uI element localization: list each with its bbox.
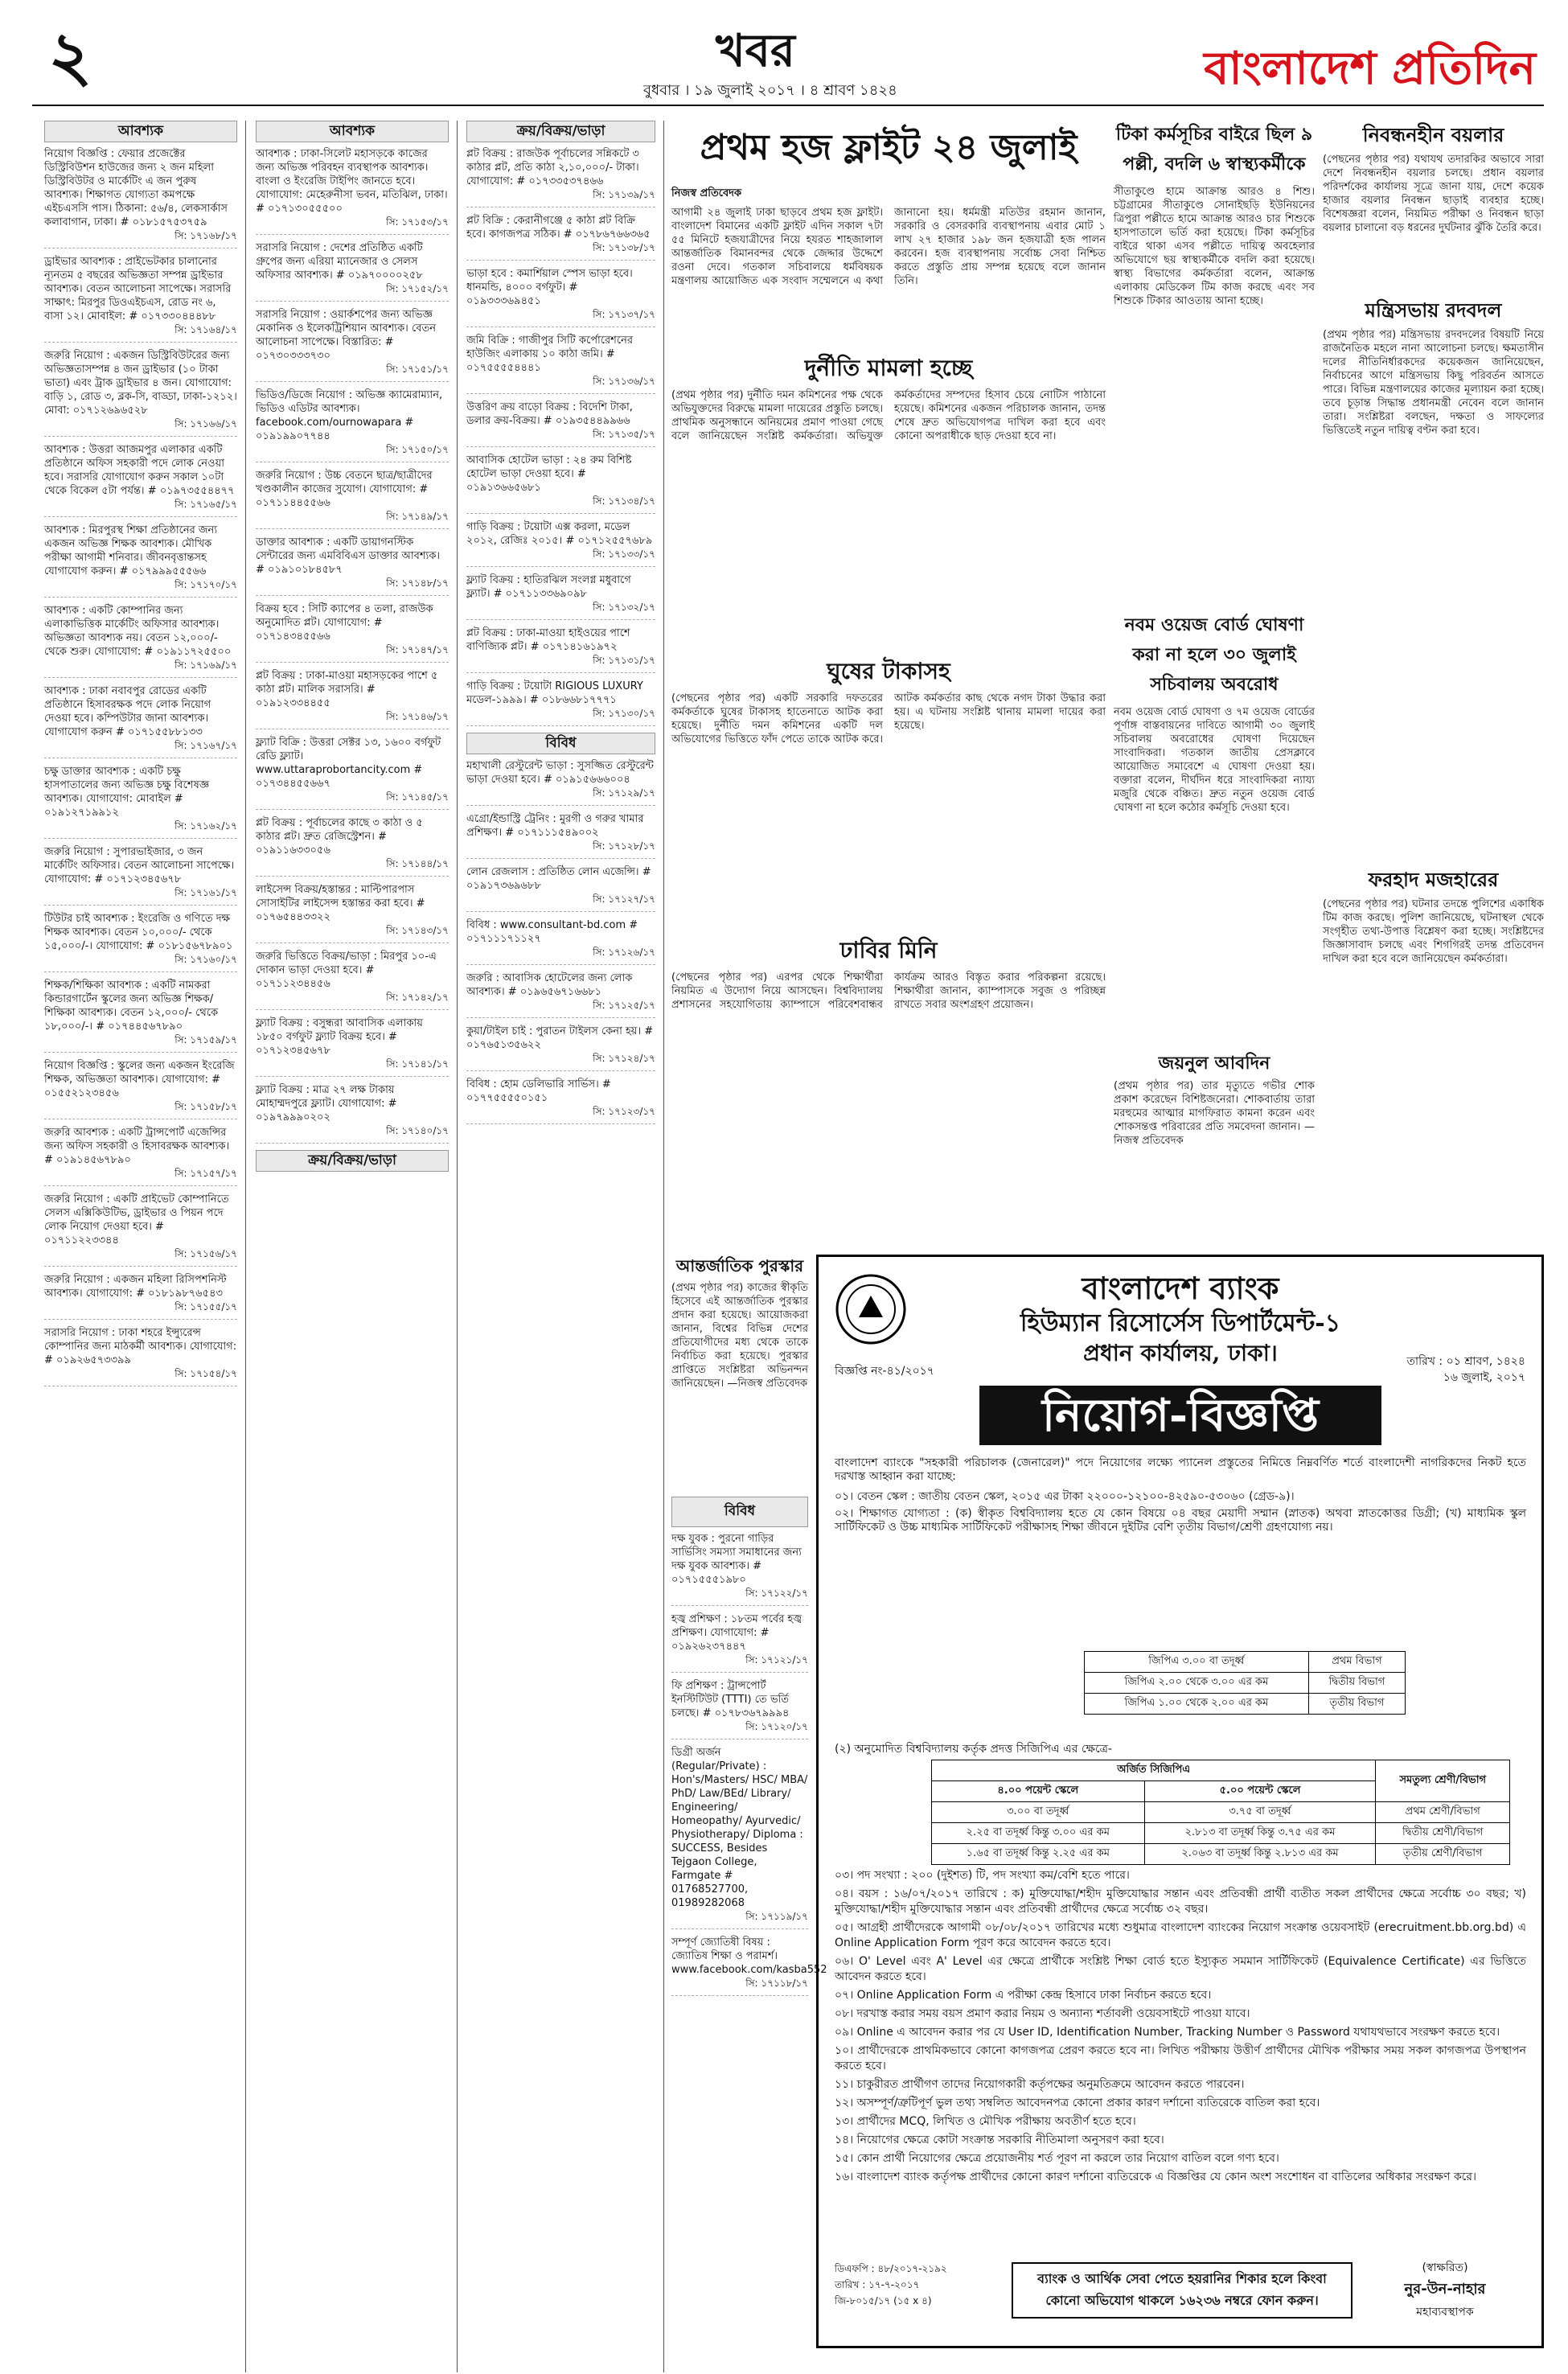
classified-ad [466, 626, 655, 673]
classified-ad [466, 812, 655, 859]
cgpa-table [931, 1760, 1510, 1865]
ad-points [835, 1868, 1526, 2246]
story-body: (প্রথম পৃষ্ঠার পর) কাজের স্বীকৃতি হিসেবে এই আন্তর্জাতিক পুরস্কার প্রদান করা হয়েছে। আয়োজকরা জানান, বিশ্বের বিভিন্ন দেশের প্রতিযোগীদের মধ্য থেকে তাকে নির্বাচিত করা হয়েছে। পুরস্কার প্রাপ্তিতে সংশ্লিষ্টরা অভিনন্দন জানিয়েছেন। —নিজস্ব প্রতিবেদক [671, 1282, 808, 1390]
classified-ad [256, 1083, 449, 1144]
signature-block [1365, 2258, 1525, 2322]
classified-code: সি: ১৭১৩৩/১৭ [593, 548, 655, 560]
news-story-award [671, 1255, 827, 2284]
classified-text: ফ্ল্যাট বিক্রয় : বসুন্ধরা আবাসিক এলাকায় ১৮৫০ বর্গফুট ফ্ল্যাট বিক্রয় হবে। # ০১৭১২৩৪৫৬৭৮ [256, 1017, 423, 1057]
classified-code: সি: ১৭১৪২/১৭ [386, 992, 449, 1003]
table-row [1085, 1694, 1406, 1715]
notice-date: তারিখ : ০১ শ্রাবণ, ১৪২৪ [1406, 1355, 1525, 1368]
classified-ad [671, 1936, 827, 1996]
section-title: খবর [716, 24, 795, 77]
classified-ad [256, 241, 449, 302]
signatory-title: মহাব্যবস্থাপক [1416, 2306, 1474, 2319]
ad-point: ১৪। নিয়োগের ক্ষেত্রে কোটা সংক্রান্ত সরকারি নীতিমালা অনুসরণ করা হবে। [835, 2134, 1164, 2146]
ad-point: ১৬। বাংলাদেশ ব্যাংক কর্তৃপক্ষ প্রার্থীদের কোনো কারণ দর্শানো ব্যতিরেকে এ বিজ্ঞপ্তির যে কোন অংশ সংশোধন বা বাতিলের অধিকার সংরক্ষণ করে। [835, 2171, 1476, 2183]
classified-ad [256, 1017, 449, 1077]
classified-text: বিবিধ : www.consultant-bd.com # ০১৭১১১৭১১২৭ [466, 919, 638, 945]
ad-point: ০৭। Online Application Form এ পরীক্ষা কেন্দ্র হিসাবে ঢাকা নির্বাচন করতে হবে। [835, 1989, 1212, 2002]
classified-code: সি: ১৭১৬১/১৭ [174, 887, 237, 898]
news-story-dhaka [671, 933, 1106, 1247]
classified-ad [256, 602, 449, 663]
classified-code: সি: ১৭১৫৬/১৭ [174, 1248, 237, 1259]
classified-text: প্লট বিক্রয় : ঢাকা-মাওয়া মহাসড়কের পাশে ৫ কাঠা প্লট। মালিক সরাসরি। # ০১৯১২৩৩৪৪৫৫ [256, 670, 438, 709]
classified-ad [466, 520, 655, 567]
classified-text: জরুরি নিয়োগ : একটি প্রাইভেট কোম্পানিতে সেলস এক্সিকিউটিভ, ড্রাইভার ও পিয়ন পদে লোক নিয়োগ দেওয়া হবে। # ০১৭১১২২৩৩৪৪ [44, 1193, 229, 1247]
classified-ad [44, 1193, 237, 1267]
classified-code: সি: ১৭১২৪/১৭ [593, 1053, 655, 1064]
classified-code: সি: ১৭১২৯/১৭ [593, 787, 655, 799]
classifieds-column-2 [256, 121, 449, 2356]
classified-code: সি: ১৭১৫২/১৭ [386, 283, 449, 294]
classified-text: গাড়ি বিক্রয় : টয়োটা এক্স করলা, মডেল ২০১২, রেজিঃ ২০১৫। # ০১৭১২৫৫৭৬৮৯ [466, 521, 653, 547]
table-row [1085, 1673, 1406, 1694]
classified-ad [44, 1273, 237, 1320]
classified-code: সি: ১৭১৫৯/১৭ [174, 1034, 237, 1045]
classified-code: সি: ১৭১৬২/১৭ [174, 820, 237, 832]
subheadline: ফরহাদ মজহারের [1368, 868, 1499, 891]
classified-code: সি: ১৭১২৭/১৭ [593, 893, 655, 905]
ad-points [835, 1490, 1526, 1643]
classified-code: সি: ১৭১৬৮/১৭ [174, 230, 237, 241]
column-heading: ক্রয়/বিক্রয়/ভাড়া [256, 1150, 449, 1172]
column-heading: আবশ্যক [256, 121, 449, 142]
table-cell: জিপিএ ২.০০ থেকে ৩.০০ এর কম [1085, 1673, 1309, 1694]
ad-point: ১৩। প্রার্থীদের MCQ, লিখিত ও মৌখিক পরীক্ষায় অবতীর্ণ হতে হবে। [835, 2115, 1136, 2128]
newspaper-logo: বাংলাদেশ প্রতিদিন [1204, 42, 1536, 95]
story-body: আগামী ২৪ জুলাই ঢাকা ছাড়বে প্রথম হজ ফ্লাইট। বাংলাদেশ বিমানের একটি ফ্লাইট এদিন সকাল ৭টা ৫৫ মিনিটে হজযাত্রীদের নিয়ে হযরত শাহজালাল আন্তর্জাতিক বিমানবন্দর থেকে জেদ্দার উদ্দেশে রওনা দেবে। গতকাল সচিবালয়ে ধর্মবিষয়ক মন্ত্রণালয় আয়োজিত এক সংবাদ সম্মেলনে এ কথা জানানো হয়। ধর্মমন্ত্রী মতিউর রহমান জানান, সরকারি ও বেসরকারি ব্যবস্থাপনায় এবার মোট ১ লাখ ২৭ হাজার ১৯৮ জন হজযাত্রী হজ পালন করবেন। হজ ব্যবস্থাপনায় সর্বোচ্চ সেবা নিশ্চিত করতে প্রস্তুতি প্রায় সম্পন্ন হয়েছে বলে জানান তিনি। [671, 207, 1106, 287]
notice-date-english: ১৬ জুলাই, ২০১৭ [1443, 1371, 1525, 1384]
classified-text: গাড়ি বিক্রয় : টয়োটা RIGIOUS LUXURY মডেল-১৯৯৯। # ০১৮৬৬৮১৭৭৭১ [466, 680, 643, 706]
classified-ad [466, 680, 655, 726]
classified-text: সরাসরি নিয়োগ : দেশের প্রতিষ্ঠিত একটি গ্রুপের জন্য এরিয়া ম্যানেজার ও সেলস অফিসার আবশ্যক। # ০১৯৭০০০০২৫৮ [256, 242, 423, 281]
classified-ad [44, 684, 237, 758]
table-cell: জিপিএ ১.০০ থেকে ২.০০ এর কম [1085, 1694, 1309, 1715]
subheadline: ঘুষের টাকাসহ [827, 658, 950, 684]
classified-ad [256, 883, 449, 943]
classified-ad [256, 469, 449, 529]
story-body: (পেছনের পৃষ্ঠার পর) ঘটনার তদন্তে পুলিশের একাধিক টিম কাজ করছে। পুলিশ জানিয়েছে, ঘটনাস্থল থেকে সংগৃহীত তথ্য-উপাত্ত বিশ্লেষণ করা হচ্ছে। সংশ্লিষ্টদের জিজ্ঞাসাবাদ চলছে এবং শিগগিরই তদন্ত প্রতিবেদন দাখিল করা হবে বলে জানিয়েছেন কর্মকর্তারা। [1323, 898, 1544, 965]
classified-ad [44, 443, 237, 517]
ad-point: ১০। প্রার্থীদেরকে প্রাথমিকভাবে কোনো কাগজপত্র প্রেরণ করতে হবে না। লিখিত পরীক্ষায় উত্তীর্ণ প্রার্থীদের মৌখিক পরীক্ষার সময় সকল কাগজপত্র উপস্থাপন করতে হবে। [835, 2044, 1526, 2072]
helpline-line-2: কোনো অভিযোগ থাকলে ১৬২৩৬ নম্বরে ফোন করুন। [1045, 2293, 1319, 2308]
classified-code: সি: ১৭১৩০/১৭ [593, 708, 655, 719]
table-header: অর্জিত সিজিপিএ [932, 1760, 1376, 1781]
classified-code: সি: ১৭১২৫/১৭ [593, 1000, 655, 1011]
classified-code: সি: ১৭১১৯/১৭ [745, 1911, 808, 1922]
classified-ad [256, 147, 449, 235]
classified-list [466, 147, 655, 726]
classified-text: টিউটর চাই আবশ্যক : ইংরেজি ও গণিতে দক্ষ শিক্ষক আবশ্যক। বেতন ১০,০০০/- থেকে ১৫,০০০/-। যোগাযোগ: # ০১৮১৫৬৭৮৯০১ [44, 913, 233, 952]
classifieds-column-1 [44, 121, 237, 2356]
classified-code: সি: ১৭১৫৩/১৭ [386, 216, 449, 228]
story-body: সীতাকুণ্ডে হামে আক্রান্ত আরও ৪ শিশু। চট্টগ্রামের সীতাকুণ্ডে সোনাইছড়ি ইউনিয়নের ত্রিপুরা পল্লীতে হামে আক্রান্ত আরও চার শিশুকে হাসপাতালে ভর্তি করা হয়েছে। টিকা কর্মসূচির বাইরে থাকা এসব পল্লীতে দায়িত্ব অবহেলার অভিযোগে ছয় স্বাস্থ্যকর্মীকে বদলি করা হয়েছে। স্বাস্থ্য বিভাগের কর্মকর্তারা বলেন, আক্রান্ত এলাকায় মেডিকেল টিম কাজ করছে এবং সব শিশুকে টিকার আওতায় আনা হচ্ছে। [1114, 186, 1315, 307]
classified-ad [466, 267, 655, 327]
classified-text: জরুরি নিয়োগ : একজন ডিস্ট্রিবিউটরের জন্য অভিজ্ঞতাসম্পন্ন ৪ জন ড্রাইভার (১০ টাকা ভাতা) এবং ট্রাক ড্রাইভার ৪ জন। যোগাযোগ: বাড়ি ১, রোড ৩, ব্লক-সি, বাড্ডা, ঢাকা-১২১২। মোবা: ০১৭১২৬৯৬৫২৮ [44, 350, 237, 417]
classified-ad [466, 971, 655, 1018]
ad-intro: বাংলাদেশ ব্যাংকে "সহকারী পরিচালক (জেনারেল)" পদে নিয়োগের লক্ষ্যে প্যানেল প্রস্তুতের নিমিত্তে নিম্নবর্ণিত শর্তে বাংলাদেশী নাগরিকদের নিকট হতে দরখাস্ত আহ্বান করা যাচ্ছে: [835, 1456, 1526, 1483]
classified-code: সি: ১৭১৪৫/১৭ [386, 791, 449, 803]
notice-number: বিজ্ঞপ্তি নং-৪১/২০১৭ [835, 1365, 934, 1378]
gpa-table [1084, 1651, 1406, 1715]
classified-code: সি: ১৭১৭০/১৭ [174, 579, 237, 590]
classified-text: প্লট বিক্রয় : রাজউক পূর্বাচলের সন্নিকটে ৩ কাঠার প্লট, প্রতি কাঠা ২,১০,০০০/- টাকা। যোগাযোগ: # ০১৭৩৩৫৩৭৪৬৬ [466, 148, 639, 187]
classified-text: কুয়া/টাইল চাই : পুরাতন টাইলস কেনা হয়। # ০১৭৬৫১৩৫৬২২ [466, 1025, 654, 1051]
table-cell: প্রথম শ্রেণী/বিভাগ [1376, 1802, 1510, 1823]
bank-office: প্রধান কার্যালয়, ঢাকা। [1083, 1340, 1278, 1366]
classified-list [671, 1532, 827, 2224]
classified-ad [256, 308, 449, 382]
classified-code: সি: ১৭১৫০/১৭ [386, 444, 449, 455]
ad-point: ০৬। O' Level এবং A' Level এর ক্ষেত্রে প্রার্থীকে সংশ্লিষ্ট শিক্ষা বোর্ড হতে ইস্যুকৃত সমমান সার্টিফিকেট (Equivalence Certificate) এর ভিত্তিতে আবেদন করতে হবে। [835, 1955, 1526, 1983]
classified-code: সি: ১৭১৬৫/১৭ [174, 499, 237, 510]
table-cell: প্রথম বিভাগ [1308, 1652, 1405, 1673]
classified-code: সি: ১৭১৪৩/১৭ [386, 925, 449, 936]
classified-code: সি: ১৭১২৮/১৭ [593, 840, 655, 852]
classified-code: সি: ১৭১৪৮/১৭ [386, 577, 449, 589]
classified-code: সি: ১৭১৫৪/১৭ [174, 1368, 237, 1379]
table-row [1085, 1652, 1406, 1673]
classified-code: সি: ১৭১২০/১৭ [745, 1721, 808, 1732]
classified-ad [466, 1078, 655, 1124]
classified-ad [256, 816, 449, 877]
table-cell: দ্বিতীয় শ্রেণী/বিভাগ [1376, 1823, 1510, 1844]
classified-code: সি: ১৭১৪০/১৭ [386, 1125, 449, 1136]
classified-text: আবশ্যক : উত্তরা আজমপুর এলাকার একটি প্রতিষ্ঠানে অফিস সহকারী পদে লোক নেওয়া হবে। সরাসরি যোগাযোগ করুন সকাল ১০টা থেকে বিকেল ৫টা পর্যন্ত। # ০১৯৭৩৫৫৪৪৭৭ [44, 444, 235, 497]
classified-text: নিয়োগ বিজ্ঞপ্তি : ফেয়ার প্রজেক্টের ডিস্ট্রিবিউশন হাউজের জন্য ২ জন মহিলা ডিস্ট্রিবিউটর ও মার্কেটিং এ জন পুরুষ আবশ্যক। শিক্ষাগত যোগ্যতা কমপক্ষে এইচএসসি পাস। ঠিকানা: ৫৬/৪, লেকসার্কাস কলাবাগান, ঢাকা। # ০১৮১৫৭৫৩৭৫৯ [44, 148, 228, 228]
classified-ad [466, 147, 655, 207]
table-cell: ২.৮১৩ বা তদূর্ধ্ব কিন্তু ৩.৭৫ এর কম [1144, 1823, 1376, 1844]
news-story-right [1323, 121, 1544, 1247]
classified-text: সরাসরি নিয়োগ : ঢাকা শহরে ইন্স্যুরেন্স কোম্পানির জন্য মাঠকর্মী আবশ্যক। যোগাযোগ: # ০১৯২৬৫৭৩৩৯৯ [44, 1327, 237, 1366]
column-heading: ক্রয়/বিক্রয়/ভাড়া [466, 121, 655, 142]
classified-ad [44, 255, 237, 343]
table-cell: ৩.০০ বা তদূর্ধ্ব [932, 1802, 1145, 1823]
ad-point: ০৯। Online এ আবেদন করার পর যে User ID, Identification Number, Tracking Number ও Password যথাযথভাবে সংরক্ষণ করতে হবে। [835, 2026, 1500, 2039]
table-header: ৪.০০ পয়েন্ট স্কেলে [932, 1781, 1145, 1802]
classified-ad [256, 950, 449, 1010]
classified-ad [671, 1746, 808, 1929]
classified-ad [466, 214, 655, 261]
classified-text: ভাড়া হবে : কমার্শিয়াল স্পেস ভাড়া হবে। ধানমন্ডি, ৪০০০ বর্গফুট। # ০১৯৩৩৩৬৯৪৫১ [466, 268, 633, 307]
classified-code: সি: ১৭১৫৭/১৭ [174, 1168, 237, 1179]
table-cell: ২.০৬৩ বা তদূর্ধ্ব কিন্তু ২.৮১৩ এর কম [1144, 1844, 1376, 1865]
column-divider [663, 121, 664, 2372]
story-body: (পেছনের পৃষ্ঠার পর) যথাযথ তদারকির অভাবে সারা দেশে নিবন্ধনহীন বয়লার চলছে। প্রধান বয়লার পরিদর্শকের কার্যালয় সূত্রে জানা যায়, দেশে কয়েক হাজার বয়লার নিবন্ধন ছাড়াই ব্যবহার হচ্ছে। বিশেষজ্ঞরা বলেন, নিয়মিত পরীক্ষা ও নিবন্ধন ছাড়া বয়লার চালানো বড় ধরনের দুর্ঘটনার ঝুঁকি তৈরি করে। [1323, 154, 1544, 234]
classified-text: ড্রাইভার আবশ্যক : প্রাইভেটকার চালানোর ন্যূনতম ৫ বছরের অভিজ্ঞতা সম্পন্ন ড্রাইভার আবশ্যক। বেতন আলোচনা সাপেক্ষে। সরাসরি সাক্ষাৎ: মিরপুর ডিওএইচএস, রোড নং ৬, বাসা ১২। মোবাইল: # ০১৭৩৩০৪৪৪৮৮ [44, 256, 232, 322]
table-row [932, 1823, 1510, 1844]
classified-ad [44, 912, 237, 972]
classified-ad [44, 1059, 237, 1119]
classified-ad [256, 736, 449, 810]
classified-text: ফ্ল্যাট বিক্রয় : মাত্র ২৭ লক্ষ টাকায় মোহাম্মদপুরে ফ্ল্যাট। যোগাযোগ: # ০১৯৭৯৯৯০২০২ [256, 1084, 397, 1123]
story-body: নবম ওয়েজ বোর্ড ঘোষণা ও ৭ম ওয়েজ বোর্ডের পূর্ণাঙ্গ বাস্তবায়নের দাবিতে আগামী ৩০ জুলাই সচিবালয় অবরোধের ঘোষণা দিয়েছেন সাংবাদিকরা। গতকাল জাতীয় প্রেসক্লাবে আয়োজিত সমাবেশে এ ঘোষণা দেওয়া হয়। বক্তারা বলেন, দীর্ঘদিন ধরে সাংবাদিকরা ন্যায্য মজুরি থেকে বঞ্চিত। দ্রুত নতুন ওয়েজ বোর্ড ঘোষণা না হলে কঠোর কর্মসূচি দেওয়া হবে। [1114, 706, 1315, 814]
ad-point: ১৫। কোন প্রার্থী নিয়োগের ক্ষেত্রে প্রয়োজনীয় শর্ত পূরণ না করলে তার নিয়োগ বাতিল বলে গণ্য হবে। [835, 2152, 1279, 2165]
classified-text: জরুরি : আবাসিক হোটেলের জন্য লোক আবশ্যক। # ০১৯৬৫৬৭১৬৬৮১ [466, 972, 633, 998]
classified-text: জমি বিক্রি : গাজীপুর সিটি কর্পোরেশনের হাউজিং এলাকায় ১০ কাঠা জমি। # ০১৭৫৫৫৫৪৪৪১ [466, 335, 633, 374]
classified-ad [44, 147, 237, 248]
classified-text: এগ্রো/ইন্ডাস্ট্রি ট্রেনিং : মুরগী ও গরুর খামার প্রশিক্ষণ। # ০১৭১১১৫৪৯০০২ [466, 813, 644, 839]
classified-ad [466, 400, 655, 447]
classified-ad [466, 759, 655, 806]
classified-code: সি: ১৭১৩৬/১৭ [593, 376, 655, 387]
classified-text: ডিগ্রী অর্জন (Regular/Private) : Hon's/Masters/ HSC/ MBA/ PhD/ Law/BEd/ Library/ Engineering/ Homeopathy/ Ayurvedic/ Physiotherapy/ Diploma : SUCCESS, Besides Tejgaon College, Farmgate # 01768527700, 01989282068 [671, 1747, 808, 1909]
classified-code: সি: ১৭১৪৯/১৭ [386, 511, 449, 522]
classified-list [44, 147, 237, 1386]
signatory-name: নুর-উন-নাহার [1404, 2281, 1486, 2298]
classified-text: প্লট বিক্রয় : পূর্বাচলের কাছে ৩ কাঠা ও ৫ কাঠার প্লট। দ্রুত রেজিস্ট্রেশন। # ০১৯১১৬৩৩০৫৬ [256, 817, 423, 856]
classified-ad [44, 845, 237, 906]
subheadline: দুর্নীতি মামলা হচ্ছে [804, 355, 973, 381]
classifieds-column-3 [466, 121, 655, 2356]
classified-code: সি: ১৭১৬৬/১৭ [174, 418, 237, 429]
classified-text: ফি প্রশিক্ষণ : ট্রান্সপোর্ট ইনস্টিটিউট (TTTI) তে ভর্তি চলছে। # ০১৭৮৩৬৭৯৯৯৪ [671, 1680, 790, 1719]
dfp-reference: ডিএফপি : ৪৮/২০১৭-২১৯২ তারিখ : ১৭-৭-২০১৭ জি-৮০১৫/১৭ (১৫ x ৪) [835, 2263, 947, 2306]
byline: নিজস্ব প্রতিবেদক [671, 187, 742, 199]
helpline-line-1: ব্যাংক ও আর্থিক সেবা পেতে হয়রানির শিকার হলে কিংবা [1037, 2271, 1327, 2286]
classified-text: ডাক্তার আবশ্যক : একটি ডায়াগনস্টিক সেন্টারের জন্য এমবিবিএস ডাক্তার আবশ্যক। # ০১৯১০১৮৪৫৮৭ [256, 536, 441, 576]
classified-code: সি: ১৭১৫৫/১৭ [174, 1301, 237, 1312]
classified-text: প্লট বিক্রয় : ঢাকা-মাওয়া হাইওয়ের পাশে বাণিজ্যিক প্লট। # ০১৭১৪১৬১৯৭২ [466, 627, 630, 653]
table-cell: তৃতীয় শ্রেণী/বিভাগ [1376, 1844, 1510, 1865]
helpline-box [1012, 2262, 1353, 2319]
table-cell: ৩.৭৫ বা তদূর্ধ্ব [1144, 1802, 1376, 1823]
story-body: (প্রথম পৃষ্ঠার পর) তার মৃত্যুতে গভীর শোক প্রকাশ করেছেন বিশিষ্টজনেরা। শোকবার্তায় তারা মরহুমের আত্মার মাগফিরাত কামনা করেন এবং শোকসন্তপ্ত পরিবারের প্রতি সমবেদনা জানান। —নিজস্ব প্রতিবেদক [1114, 1080, 1315, 1147]
classified-text: চক্ষু ডাক্তার আবশ্যক : একটি চক্ষু হাসপাতালের জন্য অভিজ্ঞ চক্ষু বিশেষজ্ঞ আবশ্যক। যোগাযোগ: মোবাইল # ০১৯১২৭১৯৯১২ [44, 766, 210, 819]
classified-ad [256, 669, 449, 729]
headline: নবম ওয়েজ বোর্ড ঘোষণা করা না হলে ৩০ জুলাই সচিবালয় অবরোধ [1124, 614, 1304, 695]
classified-ad [466, 865, 655, 912]
table-cell: দ্বিতীয় বিভাগ [1308, 1673, 1405, 1694]
classified-code: সি: ১৭১৪১/১৭ [386, 1058, 449, 1070]
ad-point: ১১। চাকুরীরত প্রার্থীগণ তাদের নিয়োগকারী কর্তৃপক্ষের অনুমতিক্রমে আবেদন করতে পারবেন। [835, 2078, 1245, 2091]
classified-text: জরুরি নিয়োগ : সুপারভাইজার, ৩ জন মার্কেটিং অফিসার। বেতন আলোচনা সাপেক্ষে। যোগাযোগ: # ০১৭১২৩৪৫৬৭৮ [44, 846, 235, 885]
classified-text: বিবিধ : হোম ডেলিভারি সার্ভিস। # ০১৭৭৫৫৫৫০১৫১ [466, 1078, 611, 1104]
classified-text: হজ্ব প্রশিক্ষণ : ১৮তম পর্বের হজ্ব প্রশিক্ষণ। যোগাযোগ: # ০১৯২৬২৩৭৪৪৭ [671, 1613, 802, 1653]
story-body: (পেছনের পৃষ্ঠার পর) একটি সরকারি দফতরের কর্মকর্তাকে ঘুষের টাকাসহ হাতেনাতে আটক করা হয়েছে। দুর্নীতি দমন কমিশনের একটি দল অভিযোগের ভিত্তিতে ফাঁদ পেতে তাকে আটক করে। আটক কর্মকর্তার কাছ থেকে নগদ টাকা উদ্ধার করা হয়। এ ঘটনায় সংশ্লিষ্ট থানায় মামলা দায়ের করা হয়েছে। [671, 692, 1106, 745]
headline: প্রথম হজ ফ্লাইট ২৪ জুলাই [700, 127, 1077, 168]
page-number: ২ [48, 16, 92, 96]
classified-code: সি: ১৭১২২/১৭ [745, 1587, 808, 1599]
table-row [932, 1802, 1510, 1823]
news-story-vaccine [1114, 121, 1315, 1247]
classified-ad [466, 454, 655, 514]
classified-code: সি: ১৭১৩৮/১৭ [593, 242, 655, 253]
classified-code: সি: ১৭১৩৪/১৭ [593, 495, 655, 507]
classified-text: ফ্ল্যাট বিক্রয় : হাতিরঝিল সংলগ্ন মধুবাগে ফ্ল্যাট। # ০১৭১১৩৩৬৯০৯৮ [466, 574, 631, 600]
classified-text: সরাসরি নিয়োগ : ওয়ার্কশপের জন্য অভিজ্ঞ মেকানিক ও ইলেকট্রিশিয়ান আবশ্যক। বেতন আলোচনা সাপেক্ষে। বিস্তারিত: # ০১৭৩০৩৩৩৭৩০ [256, 309, 436, 362]
classified-code: সি: ১৭১৩৫/১৭ [593, 429, 655, 440]
subheadline: ঢাবির মিনি [839, 937, 938, 963]
table-row [932, 1844, 1510, 1865]
classified-text: জরুরি ভিত্তিতে বিক্রয়/ভাড়া : মিরপুর ১০-এ দোকান ভাড়া দেওয়া হবে। # ০১৭১১২৩৪৪৫৬ [256, 951, 437, 990]
column-divider [245, 121, 246, 2372]
classified-text: আবাসিক হোটেল ভাড়া : ২৪ রুম বিশিষ্ট হোটেল ভাড়া দেওয়া হবে। # ০১৯১৩৬৬৫৬৮১ [466, 454, 632, 494]
classified-ad [466, 334, 655, 394]
story-body: (প্রথম পৃষ্ঠার পর) মন্ত্রিসভায় রদবদলের বিষয়টি নিয়ে রাজনৈতিক মহলে নানা আলোচনা চলছে। ক্ষমতাসীন দলের নীতিনির্ধারকদের কয়েকজন জানিয়েছেন, নির্বাচনের আগে মন্ত্রিসভায় কিছু পরিবর্তন আসতে পারে। বিভিন্ন মন্ত্রণালয়ের কাজের মূল্যায়ন করা হচ্ছে। তবে চূড়ান্ত সিদ্ধান্ত প্রধানমন্ত্রী নেবেন বলে জানান তারা। সংশ্লিষ্টরা বলছেন, দক্ষতা ও সাফল্যের ভিত্তিতেই নতুন দায়িত্ব বণ্টন করা হবে। [1323, 329, 1544, 437]
classified-code: সি: ১৭১৬৯/১৭ [174, 659, 237, 671]
classified-text: আবশ্যক : ঢাকা নবাবপুর রোডের একটি প্রতিষ্ঠানে হিসাবরক্ষক পদে লোক নিয়োগ দেওয়া হবে। কম্পিউটার জানা আবশ্যক। যোগাযোগ করুন # ০১৭১৫৫৮৮১৩৩ [44, 685, 211, 738]
ad-title: নিয়োগ-বিজ্ঞপ্তি [979, 1386, 1381, 1445]
classified-code: সি: ১৭১৩১/১৭ [593, 655, 655, 666]
classified-text: লাইসেন্স বিক্রয়/হস্তান্তর : মাল্টিপারপাস সোসাইটির লাইসেন্স হস্তান্তর করা হবে। # ০১৭৬৫৪৪৩৩২২ [256, 884, 425, 923]
classified-code: সি: ১৭১১৮/১৭ [745, 1978, 808, 1989]
classified-ad [44, 604, 237, 678]
classified-text: আবশ্যক : মিরপুরস্থ শিক্ষা প্রতিষ্ঠানের জন্য একজন অভিজ্ঞ শিক্ষক আবশ্যক। মৌখিক পরীক্ষা আগামী শনিবার। জীবনবৃত্তান্তসহ যোগাযোগ করুন। # ০১৭৯৯৯৫৫৫৬৬ [44, 524, 218, 577]
classified-code: সি: ১৭১৩৭/১৭ [593, 309, 655, 320]
classified-ad [466, 573, 655, 620]
classified-ad [44, 979, 237, 1053]
table-caption: (২) অনুমোদিত বিশ্ববিদ্যালয় কর্তৃক প্রদত্ত সিজিপিএ এর ক্ষেত্রে- [835, 1743, 1112, 1756]
table-cell: ১.৬৫ বা তদূর্ধ্ব কিন্তু ২.২৫ এর কম [932, 1844, 1145, 1865]
headline: টিকা কর্মসূচির বাইরে ছিল ৯ পল্লী, বদলি ৬ স্বাস্থ্যকর্মীকে [1115, 124, 1313, 175]
classified-text: উত্তরিণ ক্রয় বাড়ো বিক্রয় : বিদেশি টাকা, ডলার ক্রয়-বিক্রয়। # ০১৯৩৫৪৪৯৯৬৬ [466, 401, 633, 427]
ad-point: ০৮। দরখাস্ত করার সময় বয়স প্রমাণ করার নিয়ম ও অন্যান্য শর্তাবলী ওয়েবসাইটে পাওয়া যাবে। [835, 2007, 1250, 2020]
bank-department: হিউম্যান রিসোর্সেস ডিপার্টমেন্ট-১ [1020, 1309, 1341, 1337]
classified-text: জরুরি নিয়োগ : উচ্চ বেতনে ছাত্র/ছাত্রীদের খণ্ডকালীন কাজের সুযোগ। যোগাযোগ: # ০১৭১১৪৪৫৫৬৬ [256, 470, 433, 509]
classified-text: শিক্ষক/শিক্ষিকা আবশ্যক : একটি নামকরা কিন্ডারগার্টেন স্কুলের জন্য অভিজ্ঞ শিক্ষক/শিক্ষিকা আবশ্যক। বেতন ১২,০০০/- থেকে ১৮,০০০/-। # ০১৭৪৪৫৬৭৮৯০ [44, 980, 219, 1033]
ad-point: ০৩। পদ সংখ্যা : ২০০ (দুইশত) টি, পদ সংখ্যা কম/বেশি হতে পারে। [835, 1869, 1130, 1882]
classified-ad [44, 1326, 237, 1386]
classified-code: সি: ১৭১৩৯/১৭ [593, 189, 655, 200]
story-body: (পেছনের পৃষ্ঠার পর) এরপর থেকে শিক্ষার্থীরা নিয়মিত এ উদ্যোগ নিয়ে আসছেন। বিশ্ববিদ্যালয় প্রশাসনের সহযোগিতায় ক্যাম্পাসে পরিবেশবান্ধব কার্যক্রম আরও বিস্তৃত করার পরিকল্পনা রয়েছে। শিক্ষার্থীরা জানান, ক্যাম্পাসকে সবুজ ও পরিচ্ছন্ন রাখতে সবার অংশগ্রহণ প্রয়োজন। [671, 971, 1106, 1011]
ad-point: ০১। বেতন স্কেল : জাতীয় বেতন স্কেল, ২০১৫ এর টাকা ২২০০০-১২১০০-৪২৫৯০-৫৩০৬০ (গ্রেড-৯)। [835, 1490, 1295, 1503]
classified-text: জরুরি নিয়োগ : একজন মহিলা রিসিপশনিস্ট আবশ্যক। যোগাযোগ: # ০১৮১৯৮৭৬৫৪৩ [44, 1274, 227, 1300]
classified-ad [256, 536, 449, 596]
classified-code: সি: ১৭১৬৪/১৭ [174, 324, 237, 335]
classified-code: সি: ১৭১২১/১৭ [745, 1654, 808, 1665]
column-heading: বিবিধ [671, 1497, 808, 1527]
classified-text: আবশ্যক : একটি কোম্পানির জন্য এলাকাভিত্তিক মার্কেটিং অফিসার আবশ্যক। অভিজ্ঞতা আবশ্যক নয়। বেতন ১২,০০০/- থেকে শুরু। যোগাযোগ: # ০১৯১১৭২৫৫০০ [44, 605, 232, 658]
classified-ad [671, 1532, 808, 1606]
column-divider [457, 121, 458, 2372]
bank-name: বাংলাদেশ ব্যাংক [1082, 1270, 1279, 1306]
subheadline: জয়নুল আবদিন [1158, 1053, 1270, 1074]
classified-text: বিক্রয় হবে : সিটি ক্যাপের ৪ তলা, রাজউক অনুমোদিত প্লট। যোগাযোগ: # ০১৭১৪৩৪৫৫৬৬ [256, 603, 433, 643]
classified-text: মহাখালী রেস্টুরেন্ট ভাড়া : সুসজ্জিত রেস্টুরেন্ট ভাড়া দেওয়া হবে। # ০১৯১৫৬৬৬০০৪ [466, 760, 655, 786]
news-story-hajj [671, 121, 1106, 925]
subheadline: মন্ত্রিসভায় রদবদল [1365, 298, 1502, 322]
table-cell: ২.২৫ বা তদূর্ধ্ব কিন্তু ৩.০০ এর কম [932, 1823, 1145, 1844]
classified-text: ভিডিও/ডিজে নিয়োগ : অভিজ্ঞ ক্যামেরাম্যান, ভিডিও এডিটর আবশ্যক। facebook.com/ournowapara # ০১৯১৯৯০৭৭৪৪ [256, 389, 443, 442]
classified-code: সি: ১৭১৩২/১৭ [593, 602, 655, 613]
classified-ad [44, 765, 237, 839]
classified-ad [466, 1025, 655, 1071]
classified-text: প্লট বিক্রি : কেরানীগঞ্জে ৫ কাঠা প্লট বিক্রি হবে। কাগজপত্র সঠিক। # ০১৭৮৬৭৬৬৩৬৫ [466, 215, 651, 240]
signature-label: (স্বাক্ষরিত) [1422, 2261, 1468, 2274]
classified-code: সি: ১৭১৪৪/১৭ [386, 858, 449, 869]
classified-code: সি: ১৭১৫৮/১৭ [174, 1101, 237, 1112]
subheadline: নিবন্ধনহীন বয়লার [1362, 123, 1504, 146]
classified-code: সি: ১৭১৬৭/১৭ [174, 740, 237, 751]
ad-point: ১২। অসম্পূর্ণ/ত্রুটিপূর্ণ ভুল তথ্য সম্বলিত আবেদনপত্র কোনো প্রকার কারণ দর্শানো ব্যতিরেকে বাতিল করা হবে। [835, 2097, 1320, 2109]
classified-code: সি: ১৭১৪৭/১৭ [386, 644, 449, 655]
masthead [32, 16, 1544, 106]
classified-text: দক্ষ যুবক : পুরনো গাড়ির সার্ভিসিং সমস্যা সমাধানের জন্য দক্ষ যুবক আবশ্যক। # ০১৭১৫৫৫১৯৮০ [671, 1533, 802, 1586]
classified-text: নিয়োগ বিজ্ঞপ্তি : স্কুলের জন্য একজন ইংরেজি শিক্ষক, অভিজ্ঞতা আবশ্যক। যোগাযোগ: # ০১৫৫২১২৩৪৫৬ [44, 1060, 235, 1099]
table-header: ৫.০০ পয়েন্ট স্কেলে [1144, 1781, 1376, 1802]
classified-text: আবশ্যক : ঢাকা-সিলেট মহাসড়কে কাজের জন্য অভিজ্ঞ পরিবহন ব্যবস্থাপক আবশ্যক। বাংলা ও ইংরেজি টাইপিং জানতে হবে। যোগাযোগ: মেহেরুনীসা ভবন, মতিঝিল, ঢাকা। # ০১৭১৩০৫৫৫০০ [256, 148, 448, 215]
classified-text: লোন রেজলাস : প্রতিষ্ঠিত লোন এজেন্সি। # ০১৯১৭৩৬৯৬৮৮ [466, 866, 651, 892]
subheadline: আন্তর্জাতিক পুরস্কার [675, 1256, 804, 1275]
table-cell: জিপিএ ৩.০০ বা তদূর্ধ্ব [1085, 1652, 1309, 1673]
ad-point: ০৪। বয়স : ১৬/০৭/২০১৭ তারিখে : ক) মুক্তিযোদ্ধা/শহীদ মুক্তিযোদ্ধার সন্তান এবং প্রতিবন্ধী প্রার্থী ব্যতীত সকল প্রার্থীদের ক্ষেত্রে সর্বোচ্চ ৩০ বছর; খ) মুক্তিযোদ্ধা/শহীদ মুক্তিযোদ্ধার সন্তান এবং প্রতিবন্ধী প্রার্থীদের ক্ষেত্রে সর্বোচ্চ ৩২ বছর। [835, 1887, 1526, 1916]
classified-ad [671, 1679, 808, 1739]
column-heading: আবশ্যক [44, 121, 237, 142]
classified-list [466, 759, 655, 1124]
story-body: (প্রথম পৃষ্ঠার পর) দুর্নীতি দমন কমিশনের পক্ষ থেকে অভিযুক্তদের বিরুদ্ধে মামলা দায়েরের প্রস্তুতি চলছে। প্রাথমিক অনুসন্ধানে অনিয়মের প্রমাণ পাওয়া গেছে বলে জানিয়েছেন সংশ্লিষ্ট কর্মকর্তারা। অভিযুক্ত কর্মকর্তাদের সম্পদের হিসাব চেয়ে নোটিস পাঠানো হয়েছে। কমিশনের একজন পরিচালক জানান, তদন্ত শেষে দ্রুত অভিযোগপত্র দাখিল করা হবে এবং কোনো অপরাধীকে ছাড় দেওয়া হবে না। [671, 389, 1106, 442]
classified-text: ফ্ল্যাট বিক্রি : উত্তরা সেক্টর ১৩, ১৬০০ বর্গফুট রেডি ফ্ল্যাট। www.uttaraprobortancity.com # ০১৭৩৪৪৫৫৬৬৭ [256, 737, 441, 790]
classified-code: সি: ১৭১২৩/১৭ [593, 1106, 655, 1117]
classified-ad [256, 388, 449, 462]
classified-ad [44, 349, 237, 437]
classified-code: সি: ১৭১৬০/১৭ [174, 954, 237, 965]
dateline: বুধবার । ১৯ জুলাই ২০১৭ । ৪ শ্রাবণ ১৪২৪ [643, 82, 897, 99]
ad-point: ০৫। আগ্রহী প্রার্থীদেরকে আগামী ০৮/০৮/২০১৭ তারিখের মধ্যে শুধুমাত্র বাংলাদেশ ব্যাংকের নিয়োগ সংক্রান্ত ওয়েবসাইট (erecruitment.bb.org.bd) এ Online Application Form পূরণ করে আবেদন করতে হবে। [835, 1921, 1526, 1949]
classified-ad [44, 524, 237, 598]
bank-seal-icon [835, 1273, 907, 1345]
column-heading: বিবিধ [466, 733, 655, 754]
ad-point: ০২। শিক্ষাগত যোগ্যতা : (ক) স্বীকৃত বিশ্ববিদ্যালয় হতে যে কোন বিষয়ে ০৪ বছর মেয়াদী সম্মান (স্নাতক) অথবা স্নাতকোত্তর ডিগ্রী; (খ) মাধ্যমিক স্কুল সার্টিফিকেট ও উচ্চ মাধ্যমিক সার্টিফিকেট পরীক্ষাসহ শিক্ষা জীবনে দুইটির বেশি তৃতীয় বিভাগ/শ্রেণী গ্রহণযোগ্য নয়। [835, 1507, 1526, 1534]
classified-code: সি: ১৭১২৬/১৭ [593, 947, 655, 958]
classified-text: জরুরি আবশ্যক : একটি ট্রান্সপোর্ট এজেন্সির জন্য অফিস সহকারী ও হিসাবরক্ষক আবশ্যক। # ০১৯১৪৫৬৭৮৯০ [44, 1127, 230, 1166]
table-cell: তৃতীয় বিভাগ [1308, 1694, 1405, 1715]
classified-list [256, 147, 449, 1144]
bangladesh-bank-job-ad [816, 1255, 1544, 2348]
classified-code: সি: ১৭১৫১/১৭ [386, 363, 449, 375]
classified-ad [671, 1612, 808, 1673]
classified-ad [44, 1126, 237, 1186]
classified-code: সি: ১৭১৪৬/১৭ [386, 711, 449, 722]
classified-text: সম্পূর্ণ জ্যোতিষী বিষয় : জ্যোতিষ শিক্ষা ও পরামর্শ। www.facebook.com/kasba552 [671, 1937, 827, 1976]
table-header: সমতুল্য শ্রেণী/বিভাগ [1376, 1760, 1510, 1802]
classified-ad [466, 918, 655, 965]
